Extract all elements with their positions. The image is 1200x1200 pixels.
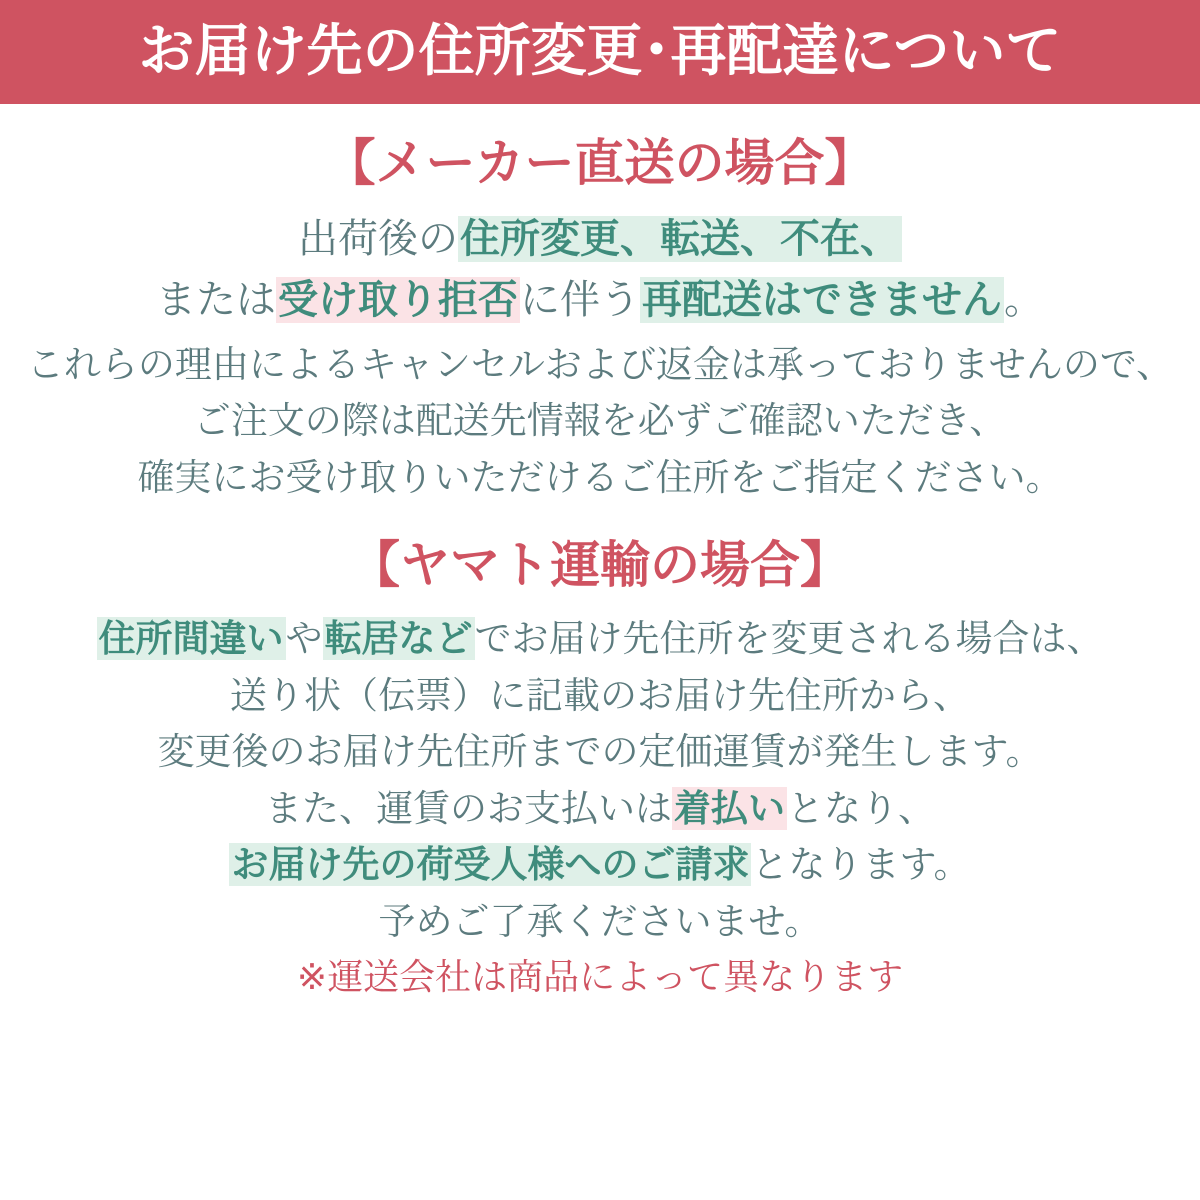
notice-line — [0, 450, 1200, 507]
notice-line — [0, 270, 1200, 331]
text-span-highlight: 着払い — [674, 786, 785, 830]
text-span: 確実にお受け取りいただけるご住所をご指定ください。 — [137, 455, 1063, 499]
text-span: または — [156, 276, 276, 323]
text-span-highlight: 受け取り拒否 — [278, 276, 518, 323]
notice-line — [0, 393, 1200, 450]
notice-content — [0, 136, 1200, 1000]
text-span: ご注文の際は配送先情報を必ずご確認いただき、 — [193, 399, 1007, 443]
notice-line — [0, 894, 1200, 951]
notice-line — [0, 837, 1200, 894]
text-span: これらの理由によるキャンセルおよび返金は承っておりませんので、 — [26, 342, 1174, 386]
text-span: 送り状（伝票）に記載のお届け先住所から、 — [230, 673, 970, 717]
text-span: となります。 — [751, 843, 971, 887]
text-span-highlight: 転居など — [324, 617, 473, 661]
text-span: また、運賃のお支払いは — [265, 786, 672, 830]
notice-line — [0, 668, 1200, 725]
notice-line — [0, 724, 1200, 781]
text-span: でお届け先住所を変更される場合は、 — [474, 617, 1104, 661]
text-span: に伴う — [520, 276, 640, 323]
notice-line — [0, 337, 1200, 394]
page-title: お届け先の住所変更･再配達について — [138, 19, 1062, 84]
text-span: となり、 — [787, 786, 935, 830]
text-span: 予めご了承くださいませ。 — [378, 899, 822, 943]
text-span-highlight: 住所間違い — [98, 617, 284, 661]
notice-line — [0, 209, 1200, 270]
notice-line — [0, 611, 1200, 668]
text-span: 。 — [1004, 276, 1044, 323]
section-heading-yamato: 【ヤマト運輸の場合】 — [350, 536, 850, 595]
text-span: 出荷後の — [298, 216, 458, 262]
section-heading-maker-direct: 【メーカー直送の場合】 — [325, 134, 875, 192]
text-span: 変更後のお届け先住所までの定価運賃が発生します。 — [157, 730, 1043, 774]
footnote: ※運送会社は商品によって異なります — [296, 957, 904, 999]
text-span-highlight: お届け先の荷受人様へのご請求 — [231, 843, 750, 887]
text-span: や — [285, 617, 323, 661]
text-span-highlight: 再配送はできません — [642, 276, 1002, 323]
notice-line — [0, 781, 1200, 838]
text-span-highlight: 住所変更、転送、不在、 — [460, 216, 900, 262]
page-header — [0, 0, 1200, 104]
